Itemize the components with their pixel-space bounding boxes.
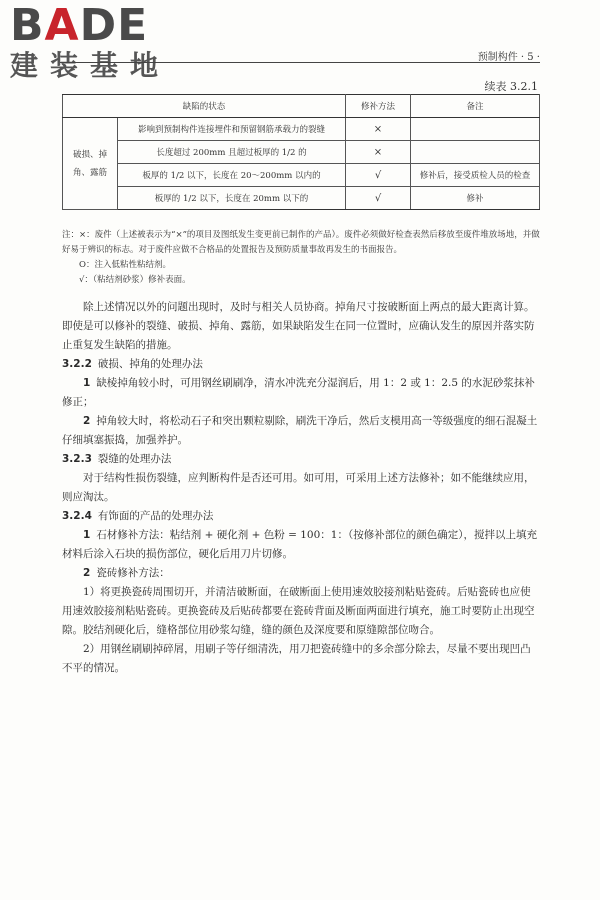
list-item: 1 缺棱掉角较小时，可用钢丝刷刷净，清水冲洗充分湿润后，用 1：2 或 1：2.5 的水泥砂浆抹补修正； [62,377,535,408]
repair-method: × [346,118,411,141]
remark: 修补后，接受质检人员的检查 [411,164,540,187]
remark [411,118,540,141]
paragraph: 除上述情况以外的问题出现时，及时与相关人员协商。掉角尺寸按破断面上两点的最大距离计算。即使是可以修补的裂缝、破损、掉角、露筋，如果缺陷发生在同一位置时，应确认发生的原因并落实防止重复发生缺陷的措施。 [62,301,535,351]
table-row [63,118,540,141]
remark: 修补 [411,187,540,210]
header-defect-state: 缺陷的状态 [63,95,346,118]
defect-description: 板厚的 1/2 以下，长度在 20mm 以下的 [118,187,346,210]
section-heading-3-2-2: 3.2.2 破损、掉角的处理办法 [62,358,203,370]
defect-description: 影响到预制构件连接埋件和预留钢筋承载力的裂缝 [118,118,346,141]
logo-chinese-text: 建装基地 [10,49,171,82]
section-heading-3-2-3: 3.2.3 裂缝的处理办法 [62,453,172,465]
table-notes [62,228,540,288]
table-header-row [63,95,540,118]
repair-method: √ [346,187,411,210]
list-item: 2 掉角较大时，将松动石子和突出颗粒剔除，刷洗干净后，然后支模用高一等级强度的细石混凝土仔细填塞振捣，加强养护。 [62,415,538,446]
table-row [63,187,540,210]
defect-description: 长度超过 200mm 且超过板厚的 1/2 的 [118,141,346,164]
note-waste: 注：×：废件（上述被表示为“×”的项目及图纸发生变更前已制作的产品）。废件必须做好检查表然后移放至废件堆放场地，并做好易于辨识的标志。对于废件应做不合格品的处置报告及预防质量事故再发生的书面报告。 [62,230,540,255]
repair-method: √ [346,164,411,187]
logo-wordmark: BADE [10,0,149,51]
sub-item: 2）用钢丝刷刷掉碎屑，用刷子等仔细清洗，用刀把瓷砖缝中的多余部分除去，尽量不要出现凹凸不平的情况。 [62,643,531,674]
header-rule [60,62,540,63]
section-heading-3-2-4: 3.2.4 有饰面的产品的处理办法 [62,510,214,522]
note-patch: √：（粘结剂砂浆）修补表面。 [79,275,191,285]
bade-logo [10,0,190,82]
header-repair-method: 修补方法 [346,95,411,118]
list-item: 1 石材修补方法：粘结剂 + 硬化剂 + 色粉 = 100：1：（按修补部位的颜色确定），搅拌以上填充材料后涂入石块的损伤部位，硬化后用刀片切修。 [62,529,537,560]
note-inject: O：注入低粘性粘结剂。 [79,260,171,270]
header-remarks: 备注 [411,95,540,118]
defect-category: 破损、掉角、露筋 [63,118,118,210]
defect-table [62,94,540,210]
table-caption: 续表 3.2.1 [484,80,538,93]
list-item: 2 瓷砖修补方法： [83,567,170,579]
defect-description: 板厚的 1/2 以下，长度在 20～200mm 以内的 [118,164,346,187]
paragraph: 对于结构性损伤裂缝，应判断构件是否还可用。如可用，可采用上述方法修补；如不能继续应用，则应淘汰。 [62,472,535,503]
table-row [63,141,540,164]
table-row [63,164,540,187]
body-text [62,298,540,678]
remark [411,141,540,164]
sub-item: 1）将更换瓷砖周围切开，并清洁破断面，在破断面上使用速效胶接剂粘贴瓷砖。后贴瓷砖也应使用速效胶接剂粘贴瓷砖。更换瓷砖及后贴砖都要在瓷砖背面及断面两面进行填充，施工时要防止出现空隙。胶结剂硬化后，缝格部位用砂浆勾缝，缝的颜色及深度要和原缝隙部位吻合。 [62,586,535,636]
repair-method: × [346,141,411,164]
running-header: 预制构件 · 5 · [477,52,540,63]
